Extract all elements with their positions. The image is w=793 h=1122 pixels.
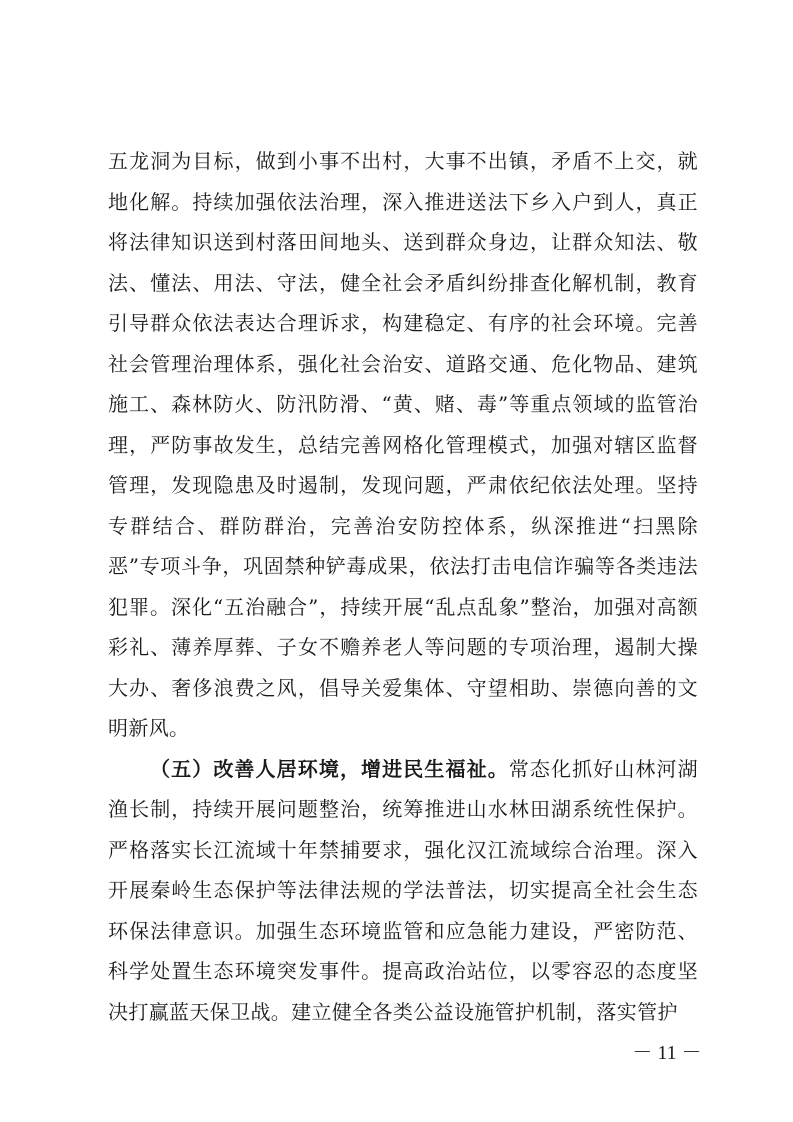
paragraph-text: 五龙洞为目标，做到小事不出村，大事不出镇，矛盾不上交，就地化解。持续加强依法治理，深入推进送法下乡入户到人，真正将法律知识送到村落田间地头、送到群众身边，让群众知法、敬法、懂法、用法、守法，健全社会矛盾纠纷排查化解机制，教育引导群众依法表达合理诉求，构建稳定、有序的社会环境。完善社会管理治理体系，强化社会治安、道路交通、危化物品、建筑施工、森林防火、防汛防滑、“黄、赌、毒”等重点领域的监管治理，严防事故发生，总结完善网格化管理模式，加强对辖区监督管理，发现隐患及时遏制，发现问题，严肃依纪依法处理。坚持专群结合、群防群治，完善治安防控体系，纵深推进“扫黑除恶”专项斗争，巩固禁种铲毒成果，依法打击电信诈骗等各类违法犯罪。深化“五治融合”，持续开展“乱点乱象”整治，加强对高额彩礼、薄养厚葬、子女不赡养老人等问题的专项治理，遏制大操大办、奢侈浪费之风，倡导关爱集体、守望相助、崇德向善的文明新风。 bbox=[108, 149, 698, 740]
paragraph-section-five bbox=[108, 749, 698, 1033]
section-heading: （五）改善人居环境，增进民生福祉。 bbox=[150, 756, 509, 781]
paragraph-text: 常态化抓好山林河湖渔长制，持续开展问题整治，统筹推进山水林田湖系统性保护。严格落实长江流域十年禁捕要求，强化汉江流域综合治理。深入开展秦岭生态保护等法律法规的学法普法，切实提高全社会生态环保法律意识。加强生态环境监管和应急能力建设，严密防范、科学处置生态环境突发事件。提高政治站位，以零容忍的态度坚决打赢蓝天保卫战。建立健全各类公益设施管护机制，落实管护 bbox=[108, 756, 698, 1024]
paragraph-continued bbox=[108, 141, 698, 749]
body-text bbox=[108, 141, 698, 1032]
page-number: － 11 － bbox=[632, 1042, 702, 1064]
